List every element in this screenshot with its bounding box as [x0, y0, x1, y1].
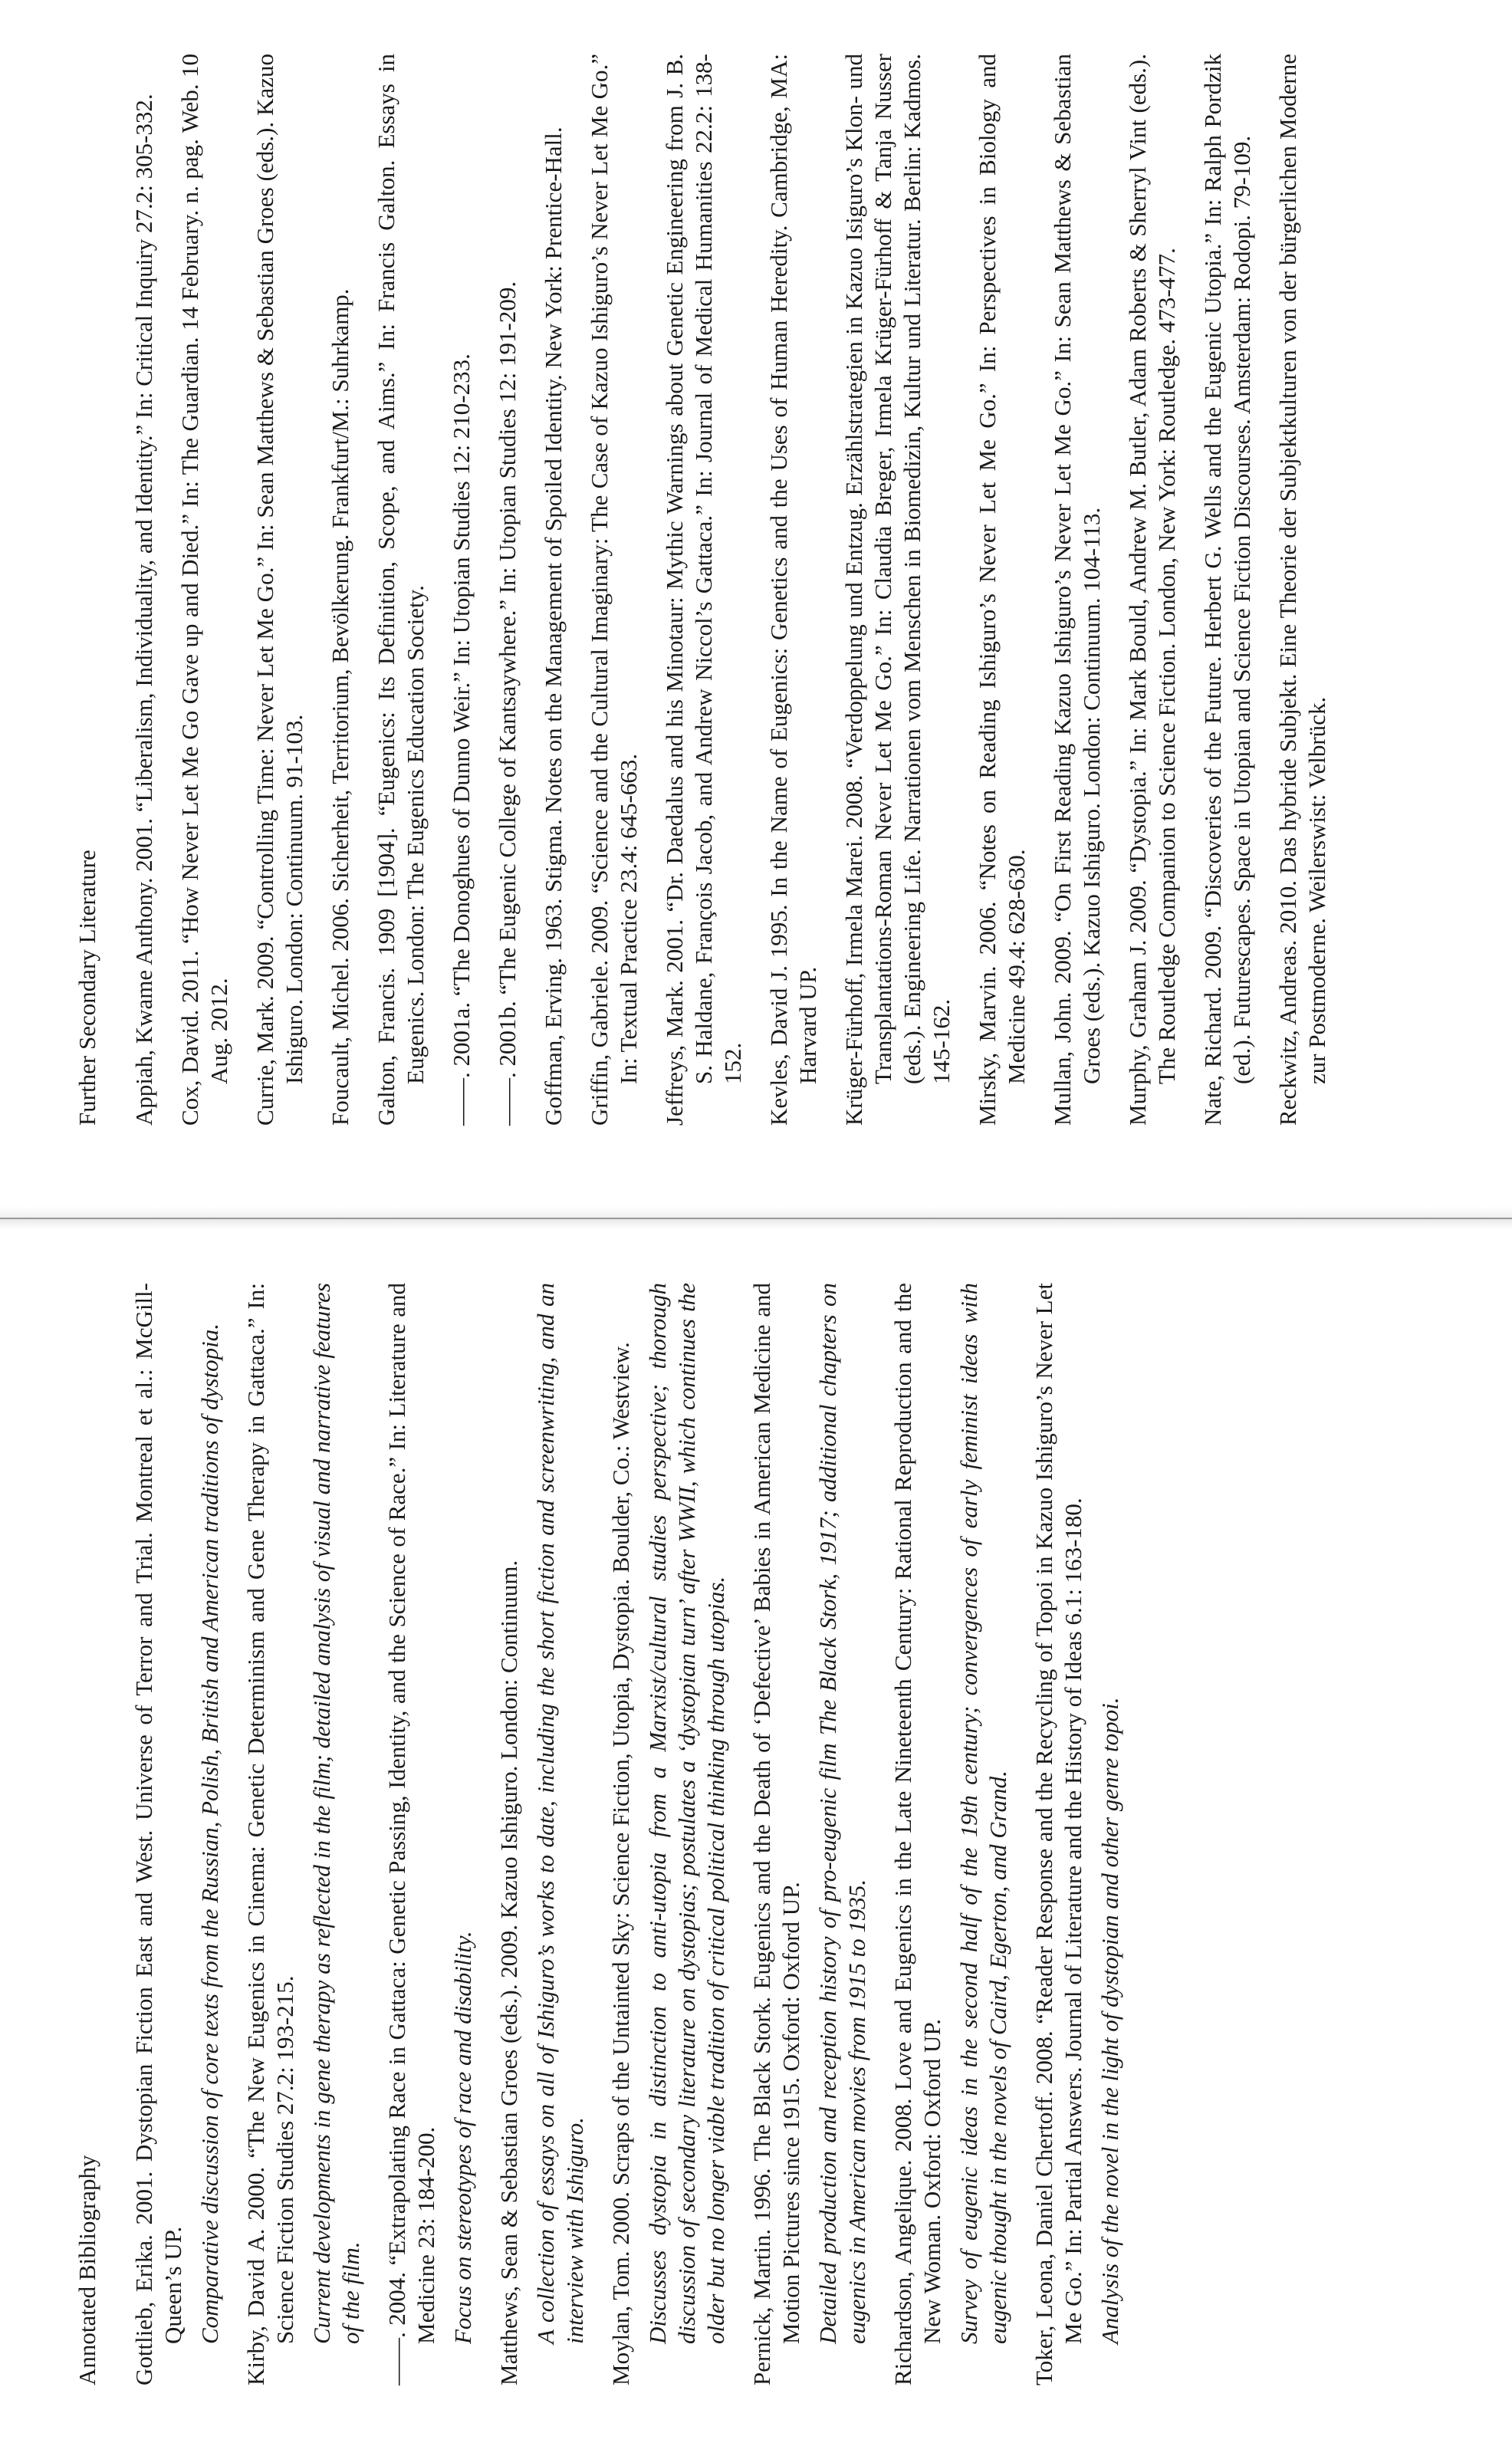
lit-entry-kevles: Kevles, David J. 1995. In the Name of Eugenics: Genetics and the Uses of Human Heredity. Cambridge, MA: Harvard UP.	[765, 54, 821, 1126]
bib-annotation-toker-chertoff: Analysis of the novel in the light of dystopian and other genre topoi.	[1096, 1697, 1123, 2344]
bib-entry-richardson: Richardson, Angelique. 2008. Love and Eugenics in the Late Nineteenth Century: Rational Reproduction and the New Woman. Oxford: Oxford UP.	[889, 1283, 945, 2385]
lit-entry-currie: Currie, Mark. 2009. “Controlling Time: Never Let Me Go.” In: Sean Matthews & Sebastian Groes (eds.). Kazuo Ishiguro. London: Continuum. 91-103.	[251, 54, 307, 1126]
bib-entry-gottlieb: Gottlieb, Erika. 2001. Dystopian Fiction East and West. Universe of Terror and Trial. Montreal et al.: McGill-Queen’s UP.	[130, 1283, 186, 2385]
lit-entry-galton-1909: Galton, Francis. 1909 [1904]. “Eugenics: Its Definition, Scope, and Aims.” In: Francis Galton. Essays in Eugenics. London: The Eugenics Education Society.	[373, 54, 429, 1126]
annotated-bibliography-heading: Annotated Bibliography	[74, 2155, 100, 2385]
lit-entry-mirsky: Mirsky, Marvin. 2006. “Notes on Reading Ishiguro’s Never Let Me Go.” In: Perspectives in Biology and Medicine 49.4: 628-630.	[974, 54, 1030, 1126]
lit-entry-galton-2001a: ——. 2001a. “The Donoghues of Dunno Weir.” In: Utopian Studies 12: 210-233.	[448, 353, 475, 1126]
right-page	[0, 0, 1512, 1206]
lit-entry-appiah: Appiah, Kwame Anthony. 2001. “Liberalism, Individuality, and Identity.” In: Critical Inquiry 27.2: 305-332.	[130, 94, 157, 1126]
lit-entry-cox: Cox, David. 2011. “How Never Let Me Go Gave up and Died.” In: The Guardian. 14 February. n. pag. Web. 10 Aug. 2012.	[176, 54, 232, 1126]
bib-entry-toker-chertoff: Toker, Leona, Daniel Chertoff. 2008. “Reader Response and the Recycling of Topoi in Kazuo Ishiguro’s Never Let Me Go.” In: Partial Answers. Journal of Literature and the History of Ideas 6.1: 163-180.	[1030, 1283, 1086, 2385]
bib-entry-pernick: Pernick, Martin. 1996. The Black Stork. Eugenics and the Death of ‘Defective’ Babies in American Medicine and Motion Pictures since 1915. Oxford: Oxford UP.	[748, 1283, 804, 2385]
bib-annotation-pernick: Detailed production and reception history of pro-eugenic film The Black Stork, 1917; additional chapters on eugenics in American movies from 1915 to 1935.	[814, 1283, 870, 2344]
lit-entry-jeffreys: Jeffreys, Mark. 2001. “Dr. Daedalus and his Minotaur: Mythic Warnings about Genetic Engineering from J. B. S. Haldane, François Jacob, and Andrew Niccol’s Gattaca.” In: Journal of Medical Humanities 22.2: 138-152.	[661, 54, 746, 1126]
further-literature-heading: Further Secondary Literature	[74, 850, 100, 1126]
gutter-fold-line	[0, 1218, 1512, 1219]
left-page	[0, 1229, 1512, 2456]
bib-annotation-moylan: Discusses dystopia in distinction to anti-utopia from a Marxist/cultural studies perspective; thorough discussion of secondary literature on dystopias; postulates a ‘dystopian turn’ after WWII, which continues the older but no longer viable tradition of critical political thinking through utopias.	[644, 1283, 729, 2344]
lit-entry-nate: Nate, Richard. 2009. “Discoveries of the Future. Herbert G. Wells and the Eugenic Utopia.” In: Ralph Pordzik (ed.). Futurescapes. Space in Utopian and Science Fiction Discourses. Amsterdam: Rodopi. 79-109.	[1199, 54, 1255, 1126]
bib-annotation-gottlieb: Comparative discussion of core texts from the Russian, Polish, British and American traditions of dystopia.	[196, 1323, 223, 2344]
lit-entry-kruger-furhoff: Krüger-Fürhoff, Irmela Marei. 2008. “Verdoppelung und Entzug. Erzählstrategien in Kazuo Isiguro’s Klon- und Transplantations-Roman Never Let Me Go.” In: Claudia Breger, Irmela Krüger-Fürhoff & Tanja Nusser (eds.). Engineering Life. Narrationen vom Menschen in Biomedizin, Kultur und Literatur. Berlin: Kadmos. 145-162.	[840, 54, 955, 1126]
bib-annotation-matthews-groes: A collection of essays on all of Ishiguro’s works to date, including the short fiction and screenwriting, and an interview with Ishiguro.	[532, 1283, 588, 2344]
lit-entry-goffman: Goffman, Erving. 1963. Stigma. Notes on the Management of Spoiled Identity. New York: Prentice-Hall.	[540, 127, 567, 1126]
lit-entry-galton-2001b: ——. 2001b. “The Eugenic College of Kantsaywhere.” In: Utopian Studies 12: 191-209.	[494, 281, 521, 1126]
bib-entry-kirby-2000: Kirby, David A. 2000. “The New Eugenics in Cinema: Genetic Determinism and Gene Therapy in Gattaca.” In: Science Fiction Studies 27.2: 193-215.	[242, 1283, 298, 2385]
bib-annotation-kirby-2004: Focus on stereotypes of race and disability.	[449, 1931, 476, 2344]
bib-entry-kirby-2004: ——. 2004. “Extrapolating Race in Gattaca: Genetic Passing, Identity, and the Science of Race.” In: Literature and Medicine 23: 184-200.	[383, 1283, 439, 2385]
lit-entry-reckwitz: Reckwitz, Andreas. 2010. Das hybride Subjekt. Eine Theorie der Subjektkulturen von der bürgerlichen Moderne zur Postmoderne. Weilerswist: Velbrück.	[1274, 54, 1330, 1126]
bib-entry-matthews-groes: Matthews, Sean & Sebastian Groes (eds.). 2009. Kazuo Ishiguro. London: Continuum.	[495, 1560, 522, 2385]
lit-entry-mullan: Mullan, John. 2009. “On First Reading Kazuo Ishiguro’s Never Let Me Go.” In: Sean Matthews & Sebastian Groes (eds.). Kazuo Ishiguro. London: Continuum. 104-113.	[1049, 54, 1105, 1126]
bib-annotation-richardson: Survey of eugenic ideas in the second half of the 19th century; convergences of early feminist ideas with eugenic thought in the novels of Caird, Egerton, and Grand.	[955, 1283, 1011, 2344]
lit-entry-murphy: Murphy, Graham J. 2009. “Dystopia.” In: Mark Bould, Andrew M. Butler, Adam Roberts & Sherryl Vint (eds.). The Routledge Companion to Science Fiction. London, New York: Routledge. 473-477.	[1124, 54, 1180, 1126]
bib-entry-moylan: Moylan, Tom. 2000. Scraps of the Untainted Sky: Science Fiction, Utopia, Dystopia. Boulder, Co.: Westview.	[607, 1342, 634, 2385]
bib-annotation-kirby-2000: Current developments in gene therapy as reflected in the film; detailed analysis of visual and narrative features of the film.	[308, 1283, 364, 2344]
lit-entry-foucault: Foucault, Michel. 2006. Sicherheit, Territorium, Bevölkerung. Frankfurt/M.: Suhrkamp.	[327, 288, 353, 1126]
lit-entry-griffin: Griffin, Gabriele. 2009. “Science and the Cultural Imaginary: The Case of Kazuo Ishiguro’s Never Let Me Go.” In: Textual Practice 23.4: 645-663.	[586, 54, 642, 1126]
